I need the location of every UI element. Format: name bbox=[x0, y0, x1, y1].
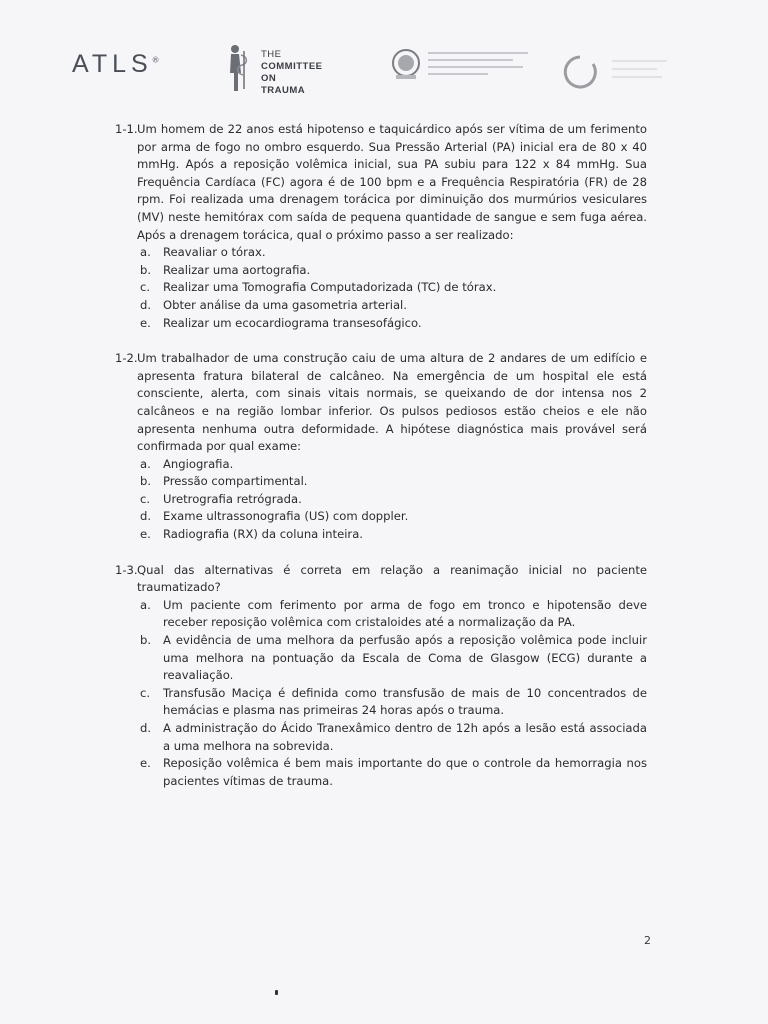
question-text: Um homem de 22 anos está hipotenso e taquicárdico após ser vítima de um ferimento por arma de fogo no ombro esquerdo. Sua Pressão Arterial (PA) inicial era de 80 x 40 mmHg. Após a reposição volêmica inicial, sua PA subiu para 122 x 84 mmHg. Sua Frequência Cardíaca (FC) agora é de 100 bpm e a Frequência Respiratória (FR) de 28 rpm. Foi realizada uma drenagem torácica por diminuição dos murmúrios vesiculares (MV) neste hemitórax com saída de pequena quantidade de sangue e sem fuga aérea. Após a drenagem torácica, qual o próximo passo a ser realizado: bbox=[137, 122, 647, 242]
question-text: Qual das alternativas é correta em relação a reanimação inicial no paciente traumatizado? bbox=[137, 562, 647, 595]
question-1-1 bbox=[115, 121, 647, 332]
option-text: Reposição volêmica é bem mais importante do que o controle da hemorragia nos pacientes vítimas de trauma. bbox=[163, 756, 647, 788]
answer-option bbox=[137, 755, 647, 790]
option-text: Radiografia (RX) da coluna inteira. bbox=[163, 527, 363, 542]
option-text: Exame ultrassonografia (US) com doppler. bbox=[163, 509, 409, 524]
ring-logo-icon bbox=[562, 54, 598, 90]
question-number: 1-3. bbox=[115, 562, 138, 577]
answer-option bbox=[137, 473, 647, 491]
option-letter: d. bbox=[140, 721, 152, 735]
option-text: A administração do Ácido Tranexâmico dentro de 12h após a lesão está associada a uma melhora na sobrevida. bbox=[163, 721, 647, 753]
option-letter: e. bbox=[140, 527, 151, 542]
option-text: Angiografia. bbox=[163, 456, 234, 471]
question-text: Um trabalhador de uma construção caiu de uma altura de 2 andares de um edifício e apresenta fratura bilateral de calcâneo. Na emergência de um hospital ele está consciente, alerta, com sinais vitais normais, se queixando de dor intensa nos 2 calcâneos e na região lombar inferior. Os pulsos pediosos estão cheios e ele não apresenta nenhuma outra deformidade. A hipótese diagnóstica mais provável será confirmada por qual exame: bbox=[137, 351, 647, 454]
answer-option bbox=[137, 279, 647, 297]
option-letter: c. bbox=[140, 491, 151, 506]
option-text: Uretrografia retrógrada. bbox=[163, 491, 302, 506]
option-letter: b. bbox=[140, 474, 152, 489]
committee-line-on-trauma: ON TRAUMA bbox=[261, 73, 306, 96]
option-letter: d. bbox=[140, 297, 152, 312]
caduceus-figure-icon bbox=[226, 43, 252, 93]
question-number: 1-1. bbox=[115, 122, 138, 136]
option-letter: b. bbox=[140, 633, 152, 648]
option-letter: a. bbox=[140, 597, 151, 612]
answer-option bbox=[137, 491, 647, 509]
answer-option bbox=[137, 526, 647, 544]
answer-options bbox=[137, 456, 647, 544]
option-text: Realizar uma aortografia. bbox=[163, 262, 311, 277]
option-letter: e. bbox=[140, 315, 151, 330]
question-number: 1-2. bbox=[115, 351, 138, 366]
scan-speck bbox=[275, 990, 278, 995]
option-text: Realizar um ecocardiograma transesofágico. bbox=[163, 315, 422, 330]
answer-option bbox=[137, 632, 647, 685]
option-text: A evidência de uma melhora da perfusão após a reposição volêmica pode incluir uma melhora na pontuação da Escala de Coma de Glasgow (ECG) durante a reavaliação. bbox=[163, 633, 647, 683]
answer-option bbox=[137, 685, 647, 720]
answer-option bbox=[137, 456, 647, 474]
option-text: Pressão compartimental. bbox=[163, 474, 308, 489]
question-list bbox=[115, 121, 647, 808]
answer-option bbox=[137, 508, 647, 526]
page-number: 2 bbox=[644, 934, 651, 947]
option-text: Um paciente com ferimento por arma de fogo em tronco e hipotensão deve receber reposição volêmica com cristaloides até a normalização da PA. bbox=[163, 597, 647, 630]
option-letter: d. bbox=[140, 509, 152, 524]
answer-option bbox=[137, 720, 647, 755]
answer-options bbox=[137, 597, 647, 791]
committee-logo-text bbox=[261, 49, 323, 97]
option-letter: e. bbox=[140, 756, 151, 771]
answer-options bbox=[137, 244, 647, 332]
option-letter: c. bbox=[140, 685, 151, 700]
committee-line-committee: COMMITTEE bbox=[261, 61, 323, 72]
option-text: Transfusão Maciça é definida como transfusão de mais de 10 concentrados de hemácias e plasma nas primeiras 24 horas após o trauma. bbox=[163, 685, 647, 718]
page-header bbox=[0, 40, 768, 100]
answer-option bbox=[137, 315, 647, 333]
option-letter: a. bbox=[140, 245, 151, 260]
option-letter: a. bbox=[140, 456, 151, 471]
answer-option bbox=[137, 262, 647, 280]
option-letter: c. bbox=[140, 280, 151, 295]
faint-logo-text bbox=[612, 60, 672, 84]
answer-option bbox=[137, 297, 647, 315]
question-1-2 bbox=[115, 350, 647, 544]
option-text: Obter análise da uma gasometria arterial. bbox=[163, 297, 407, 312]
option-text: Realizar uma Tomografia Computadorizada (TC) de tórax. bbox=[163, 280, 497, 295]
answer-option bbox=[137, 597, 647, 632]
college-seal-icon bbox=[390, 48, 422, 82]
committee-line-the: THE bbox=[261, 49, 282, 60]
answer-option bbox=[137, 244, 647, 262]
registered-mark: ® bbox=[152, 55, 159, 65]
question-1-3 bbox=[115, 562, 647, 791]
atls-logo bbox=[72, 50, 159, 79]
option-letter: b. bbox=[140, 262, 152, 277]
college-faint-text bbox=[428, 52, 533, 80]
atls-logo-text: ATLS bbox=[72, 50, 153, 78]
option-text: Reavaliar o tórax. bbox=[163, 245, 266, 260]
